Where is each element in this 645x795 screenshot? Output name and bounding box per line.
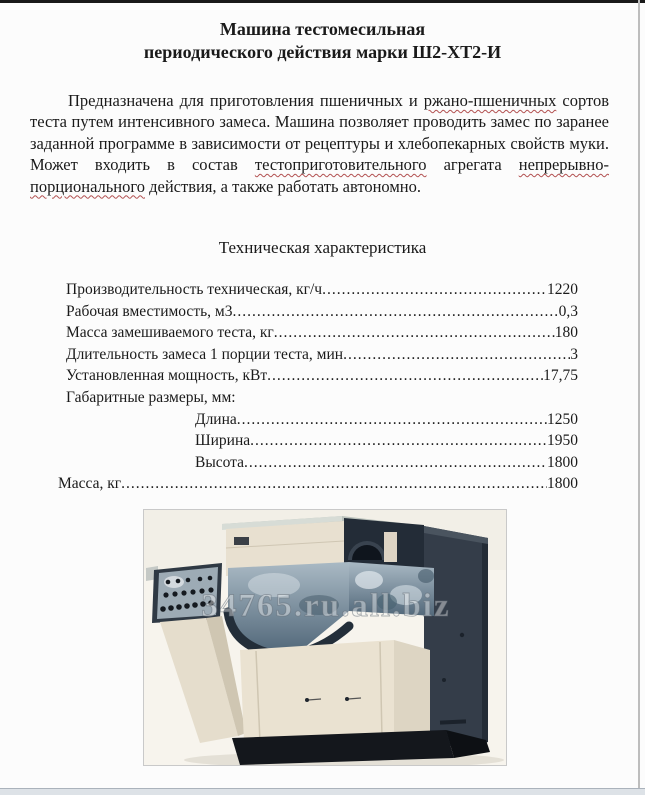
spec-label: Высота xyxy=(195,453,245,471)
dot-leader xyxy=(343,344,570,366)
dot-leader xyxy=(267,365,543,387)
spec-row-mass xyxy=(58,473,578,495)
dot-leader xyxy=(244,452,547,474)
page-top-border xyxy=(0,0,645,3)
page-title-line-2: периодического действия марки Ш2-ХТ2-И xyxy=(143,42,502,62)
spec-row-power xyxy=(58,365,578,387)
spec-label: Производительность техническая, кг/ч xyxy=(66,281,323,299)
page-title xyxy=(0,18,645,64)
spec-label: Габаритные размеры, мм: xyxy=(66,389,236,406)
paragraph-text: сортов теста путем интенсивного замеса. Машина позволяет проводить замес по заранее заданной программе в зависимости от рецептуры и хлебопекарных свойств муки. Может входить в состав xyxy=(30,91,610,175)
spec-label: Установленная мощность, кВт xyxy=(66,367,268,385)
spec-row-dough-mass xyxy=(58,322,578,344)
misspelled-word: тестоприготовительного xyxy=(254,155,427,175)
spec-row-working-volume xyxy=(58,301,578,323)
paragraph-text: действия, а также работать автономно. xyxy=(144,176,422,196)
dot-leader xyxy=(322,279,547,301)
machine-photo xyxy=(143,509,507,766)
spec-label: Масса замешиваемого теста, кг xyxy=(66,324,274,342)
spec-value: 1250 xyxy=(547,410,578,428)
spec-row-capacity xyxy=(58,279,578,301)
spec-label: Длина xyxy=(195,410,237,428)
spec-value: 1800 xyxy=(547,475,578,493)
section-heading: Техническая характеристика xyxy=(218,238,427,258)
paragraph-text: Предназначена для приготовления пшеничных и xyxy=(68,91,424,110)
misspelled-word: ржано-пшеничных xyxy=(423,91,557,110)
spec-label: Масса, кг xyxy=(58,475,122,493)
dot-leader xyxy=(250,430,547,452)
intro-paragraph xyxy=(30,90,609,197)
spec-value: 0,3 xyxy=(558,302,578,320)
spec-row-dimensions-group xyxy=(58,387,578,409)
watermark-text: 34765.ru.all.biz xyxy=(201,587,451,624)
dot-leader xyxy=(274,322,555,344)
spec-value: 17,75 xyxy=(543,367,578,385)
page-title-line-1: Машина тестомесильная xyxy=(219,19,426,39)
page-bottom-bar xyxy=(0,788,645,795)
dot-leader xyxy=(121,473,547,495)
spec-value: 1950 xyxy=(547,432,578,450)
page-right-border xyxy=(638,0,640,789)
spec-value: 1220 xyxy=(547,281,578,299)
spec-row-height xyxy=(58,452,578,474)
machine-illustration xyxy=(144,510,506,765)
spec-label: Рабочая вместимость, м3 xyxy=(66,302,233,320)
spec-label: Длительность замеса 1 порции теста, мин xyxy=(66,345,344,363)
misspelled-word: непрерывно-порционального xyxy=(30,155,609,196)
dot-leader xyxy=(232,301,558,323)
dot-leader xyxy=(237,409,547,431)
spec-label: Ширина xyxy=(195,432,251,450)
spec-value: 180 xyxy=(554,324,578,342)
spec-row-width xyxy=(58,430,578,452)
paragraph-text: агрегата xyxy=(426,155,519,175)
spec-row-length xyxy=(58,409,578,431)
spec-list xyxy=(58,279,578,495)
spec-value: 1800 xyxy=(547,453,578,471)
spec-value: 3 xyxy=(570,345,578,363)
spec-row-kneading-time xyxy=(58,344,578,366)
